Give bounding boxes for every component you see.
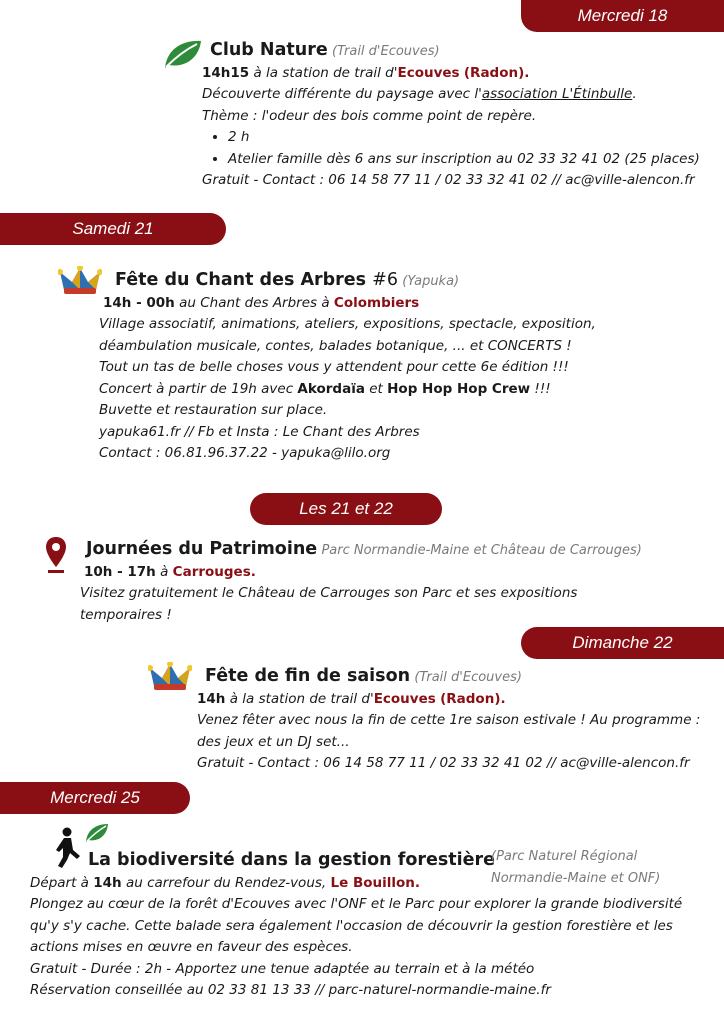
event-contact: Gratuit - Contact : 06 14 58 77 11 / 02 33 32 41 02 // ac@ville-alencon.fr bbox=[202, 172, 695, 188]
association-link[interactable]: association L'Étinbulle bbox=[481, 86, 633, 102]
list-item: • 2 h bbox=[228, 127, 700, 149]
event-description: déambulation musicale, contes, balades botanique, ... et CONCERTS ! bbox=[99, 337, 572, 354]
event-time: 14h bbox=[197, 690, 226, 707]
event-chant-des-arbres bbox=[99, 268, 596, 465]
event-time: 14h - 00h bbox=[103, 294, 175, 311]
event-location: Normandie-Maine et ONF) bbox=[491, 870, 661, 886]
event-place-text: Départ à bbox=[30, 874, 94, 891]
event-time: 10h - 17h bbox=[84, 563, 156, 580]
event-location: (Trail d'Ecouves) bbox=[414, 670, 522, 685]
event-description: temporaires ! bbox=[80, 606, 172, 623]
event-place-highlight: Ecouves bbox=[397, 64, 460, 81]
jester-hat-icon bbox=[148, 662, 192, 692]
event-time: 14h bbox=[93, 874, 122, 891]
event-description: qu'y s'y cache. Cette balade sera également l'occasion de découvrir la gestion forestière et les bbox=[30, 917, 673, 934]
event-description: actions mises en œuvre en faveur des espèces. bbox=[30, 939, 353, 955]
event-contact: Gratuit - Contact : 06 14 58 77 11 / 02 33 32 41 02 // ac@ville-alencon.fr bbox=[197, 755, 690, 771]
event-title: Fête de fin de saison bbox=[205, 666, 411, 686]
event-location: (Parc Naturel Régional bbox=[491, 849, 638, 864]
event-place-text: à la station de trail d' bbox=[225, 690, 374, 707]
event-location: Parc Normandie-Maine et Château de Carrouges) bbox=[321, 543, 642, 558]
event-description: des jeux et un DJ set... bbox=[197, 733, 350, 750]
event-place-text: à bbox=[155, 563, 173, 580]
event-description: Plongez au cœur de la forêt d'Ecouves avec l'ONF et le Parc pour explorer la grande biodiversité bbox=[30, 896, 683, 912]
event-description: Tout un tas de belle choses vous y attendent pour cette 6e édition !!! bbox=[99, 359, 569, 375]
event-title: Fête du Chant des Arbres bbox=[115, 270, 373, 290]
artist-name: Akordaïa bbox=[297, 380, 365, 397]
event-description: Venez fêter avec nous la fin de cette 1re saison estivale ! Au programme : bbox=[197, 712, 701, 728]
event-place-text: au Chant des Arbres à bbox=[174, 294, 334, 311]
list-item: • Atelier famille dès 6 ans sur inscription au 02 33 32 41 02 (25 places) bbox=[228, 149, 700, 171]
artist-name: Hop Hop Hop Crew bbox=[387, 380, 531, 397]
event-description: Concert à partir de 19h avec bbox=[99, 380, 298, 397]
event-description-end: . bbox=[632, 86, 637, 102]
event-description: !!! bbox=[530, 380, 551, 397]
event-description: Visitez gratuitement le Château de Carrouges son Parc et ses expositions bbox=[80, 585, 578, 601]
event-place-highlight: (Radon). bbox=[440, 690, 506, 707]
event-number: #6 bbox=[372, 270, 398, 290]
date-tab-samedi-21: Samedi 21 bbox=[0, 213, 226, 245]
event-description: Village associatif, animations, ateliers, expositions, spectacle, exposition, bbox=[99, 316, 596, 332]
event-title: La biodiversité dans la gestion forestière bbox=[88, 850, 496, 870]
date-tab-les-21-et-22: Les 21 et 22 bbox=[250, 493, 442, 525]
event-location-block bbox=[491, 846, 660, 889]
event-theme: Thème : l'odeur des bois comme point de repère. bbox=[202, 107, 537, 124]
leaf-icon bbox=[163, 38, 203, 70]
event-contact: Réservation conseillée au 02 33 81 13 33 // parc-naturel-normandie-maine.fr bbox=[30, 982, 551, 998]
date-tab-mercredi-25: Mercredi 25 bbox=[0, 782, 190, 814]
event-description: et bbox=[364, 380, 388, 397]
event-place-highlight: Le Bouillon. bbox=[330, 874, 421, 891]
event-time: 14h15 bbox=[202, 64, 250, 81]
event-club-nature bbox=[202, 38, 700, 192]
location-pin-icon bbox=[44, 535, 68, 575]
date-tab-mercredi-18: Mercredi 18 bbox=[521, 0, 724, 32]
event-place-highlight: (Radon). bbox=[463, 64, 530, 81]
event-place-highlight: Colombiers bbox=[333, 294, 420, 311]
event-location: (Yapuka) bbox=[402, 274, 460, 289]
event-place-text: à la station de trail d' bbox=[249, 64, 398, 81]
event-description: Buvette et restauration sur place. bbox=[99, 402, 328, 418]
event-links: yapuka61.fr // Fb et Insta : Le Chant des Arbres bbox=[99, 423, 420, 440]
event-place-text: au carrefour du Rendez-vous, bbox=[121, 874, 331, 891]
jester-hat-icon bbox=[58, 266, 102, 296]
event-title: Club Nature bbox=[210, 40, 328, 60]
event-title: Journées du Patrimoine bbox=[86, 539, 318, 559]
event-contact: Contact : 06.81.96.37.22 - yapuka@lilo.org bbox=[99, 445, 391, 461]
event-place-highlight: Carrouges. bbox=[172, 563, 256, 580]
event-info: Gratuit - Durée : 2h - Apportez une tenue adaptée au terrain et à la météo bbox=[30, 960, 535, 977]
leaf-icon bbox=[84, 822, 110, 844]
event-fin-de-saison bbox=[197, 664, 700, 775]
event-journees-patrimoine bbox=[80, 537, 642, 626]
event-location: (Trail d'Ecouves) bbox=[332, 44, 440, 59]
event-place-highlight: Ecouves bbox=[373, 690, 436, 707]
date-tab-dimanche-22: Dimanche 22 bbox=[521, 627, 724, 659]
event-description: Découverte différente du paysage avec l' bbox=[202, 86, 482, 102]
